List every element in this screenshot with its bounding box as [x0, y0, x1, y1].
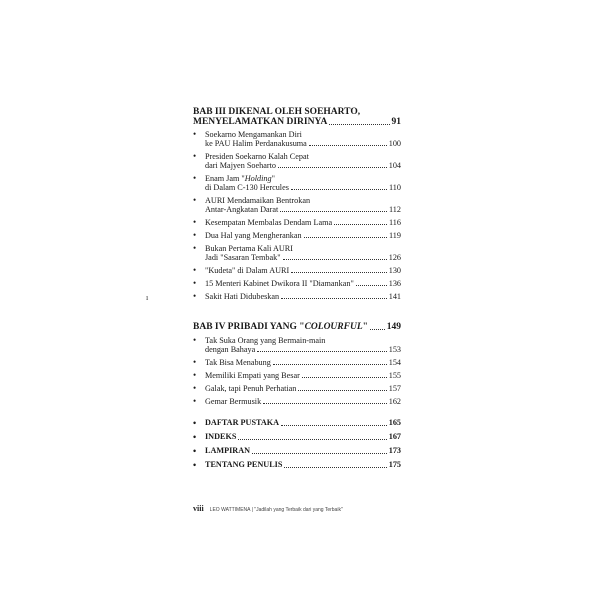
entry-line2: ke PAU Halim Perdanakusuma	[205, 139, 307, 148]
toc-entry[interactable]	[193, 279, 401, 288]
leader-dots	[291, 189, 387, 190]
entry-label: LAMPIRAN	[205, 446, 251, 455]
leader-dots	[273, 364, 387, 365]
entry-line2: Jadi "Sasaran Tembak"	[205, 253, 281, 262]
leader-dots	[291, 272, 386, 273]
entry-line1: Soekarno Mengamankan Diri	[205, 130, 302, 139]
bullet-icon: •	[193, 357, 197, 367]
bab4-section	[193, 322, 401, 406]
leader-dots	[280, 211, 387, 212]
bullet-icon: •	[193, 173, 197, 183]
leader-dots	[252, 453, 387, 454]
toc-entry[interactable]	[193, 266, 401, 275]
entry-page: 175	[388, 460, 401, 469]
entry-line1: 15 Menteri Kabinet Dwikora II "Diamankan"	[205, 279, 354, 288]
running-title: LEO WATTIMENA | "Jadilah yang Terbaik dari yang Terbaik"	[209, 507, 343, 513]
entry-line1: Tak Bisa Menabung	[205, 358, 271, 367]
entry-page: 119	[389, 231, 401, 240]
entry-line2: dari Majyen Soeharto	[205, 161, 276, 170]
bab4-title-quote: "	[362, 322, 368, 332]
entry-line1: Bukan Pertama Kali AURI	[205, 244, 293, 253]
bullet-icon: •	[193, 230, 197, 240]
bullet-icon: •	[193, 370, 197, 380]
toc-entry[interactable]	[193, 358, 401, 367]
leader-dots	[302, 377, 387, 378]
toc-entry-tentang-penulis[interactable]	[193, 460, 401, 470]
entry-page: 130	[388, 266, 401, 275]
bab3-heading	[193, 107, 401, 127]
toc-entry[interactable]	[193, 218, 401, 227]
entry-page: 141	[388, 292, 401, 301]
toc-entry-indeks[interactable]	[193, 432, 401, 442]
entry-page: 104	[388, 161, 401, 170]
entry-line1: AURI Mendamaikan Bentrokan	[205, 196, 311, 205]
bab4-page: 149	[386, 322, 401, 332]
toc-entry-daftar-pustaka[interactable]	[193, 418, 401, 428]
bab3-title-line2: MENYELAMATKAN DIRINYA	[193, 117, 328, 127]
bullet-icon: •	[193, 446, 197, 456]
bab3-page: 91	[391, 117, 401, 127]
leader-dots	[263, 403, 387, 404]
entry-line1: "Kudeta" di Dalam AURI	[205, 266, 290, 275]
bullet-icon: •	[193, 396, 197, 406]
bab4-title	[193, 322, 368, 332]
toc-entry[interactable]	[193, 292, 401, 301]
bullet-icon: •	[193, 460, 197, 470]
bullet-icon: •	[193, 418, 197, 428]
bullet-icon: •	[193, 217, 197, 227]
bab3-section	[193, 107, 401, 301]
bullet-icon: •	[193, 265, 197, 275]
entry-page: 136	[388, 279, 401, 288]
entry-line1: Presiden Soekarno Kalah Cepat	[205, 152, 309, 161]
entry-line1: Memiliki Empati yang Besar	[205, 371, 300, 380]
leader-dots	[309, 145, 387, 146]
leader-dots	[283, 259, 387, 260]
entry-page: 116	[389, 218, 401, 227]
bullet-icon: •	[193, 129, 197, 139]
leader-dots	[278, 167, 387, 168]
leader-dots	[281, 298, 387, 299]
back-matter	[193, 418, 401, 470]
toc-entry[interactable]	[193, 130, 401, 148]
entry-line1	[205, 174, 401, 183]
toc-entry[interactable]	[193, 336, 401, 354]
bullet-icon: •	[193, 335, 197, 345]
entry-page: 154	[388, 358, 401, 367]
toc-entry[interactable]	[193, 371, 401, 380]
bullet-icon: •	[193, 151, 197, 161]
entry-line1: Kesempatan Membalas Dendam Lama	[205, 218, 333, 227]
leader-dots	[334, 224, 387, 225]
entry-page: 173	[388, 446, 401, 455]
entry-line1-text: Enam Jam "	[205, 174, 245, 183]
entry-line2: dengan Bahaya	[205, 345, 256, 354]
entry-page: 112	[389, 205, 401, 214]
entry-page: 157	[388, 384, 401, 393]
entry-page: 100	[388, 139, 401, 148]
entry-line1: Sakit Hati Didubeskan	[205, 292, 280, 301]
bullet-icon: •	[193, 195, 197, 205]
entry-page: 126	[388, 253, 401, 262]
entry-page: 110	[389, 183, 401, 192]
entry-label: DAFTAR PUSTAKA	[205, 418, 280, 427]
leader-dots	[370, 329, 385, 330]
bab4-title-text: BAB IV PRIBADI YANG "	[193, 322, 305, 332]
bullet-icon: •	[193, 278, 197, 288]
leader-dots	[281, 425, 387, 426]
entry-page: 167	[388, 432, 401, 441]
entry-line1-italic: Holding	[244, 174, 272, 183]
toc-entry[interactable]	[193, 244, 401, 262]
entry-line1: Galak, tapi Penuh Perhatian	[205, 384, 297, 393]
bab3-title-line1: BAB III DIKENAL OLEH SOEHARTO,	[193, 107, 361, 117]
leader-dots	[356, 285, 387, 286]
leader-dots	[304, 237, 387, 238]
leader-dots	[298, 390, 386, 391]
page-number: viii	[193, 504, 204, 513]
bab4-heading	[193, 322, 401, 332]
toc-entry[interactable]	[193, 196, 401, 214]
page-footer	[193, 504, 343, 513]
leader-dots	[329, 124, 389, 125]
entry-label: INDEKS	[205, 432, 237, 441]
toc-entry-lampiran[interactable]	[193, 446, 401, 456]
toc-entry[interactable]	[193, 384, 401, 393]
entry-line1: Dua Hal yang Mengherankan	[205, 231, 302, 240]
entry-page: 155	[388, 371, 401, 380]
bullet-icon: •	[193, 432, 197, 442]
toc-entry[interactable]	[193, 174, 401, 192]
leader-dots	[257, 351, 386, 352]
entry-line1-quote: "	[271, 174, 275, 183]
bab4-title-italic: COLOURFUL	[304, 322, 363, 332]
bullet-icon: •	[193, 291, 197, 301]
entry-line1: Tak Suka Orang yang Bermain-main	[205, 336, 326, 345]
leader-dots	[284, 467, 386, 468]
entry-line1: Gemar Bermusik	[205, 397, 262, 406]
bullet-icon: •	[193, 383, 197, 393]
entry-label: TENTANG PENULIS	[205, 460, 283, 469]
leader-dots	[238, 439, 386, 440]
toc-entry[interactable]	[193, 231, 401, 240]
margin-mark: ı	[146, 293, 149, 302]
entry-page: 165	[388, 418, 401, 427]
entry-page: 153	[388, 345, 401, 354]
entry-page: 162	[388, 397, 401, 406]
toc-entry[interactable]	[193, 397, 401, 406]
bullet-icon: •	[193, 243, 197, 253]
toc-entry[interactable]	[193, 152, 401, 170]
entry-line2: di Dalam C-130 Hercules	[205, 183, 289, 192]
entry-line2: Antar-Angkatan Darat	[205, 205, 279, 214]
